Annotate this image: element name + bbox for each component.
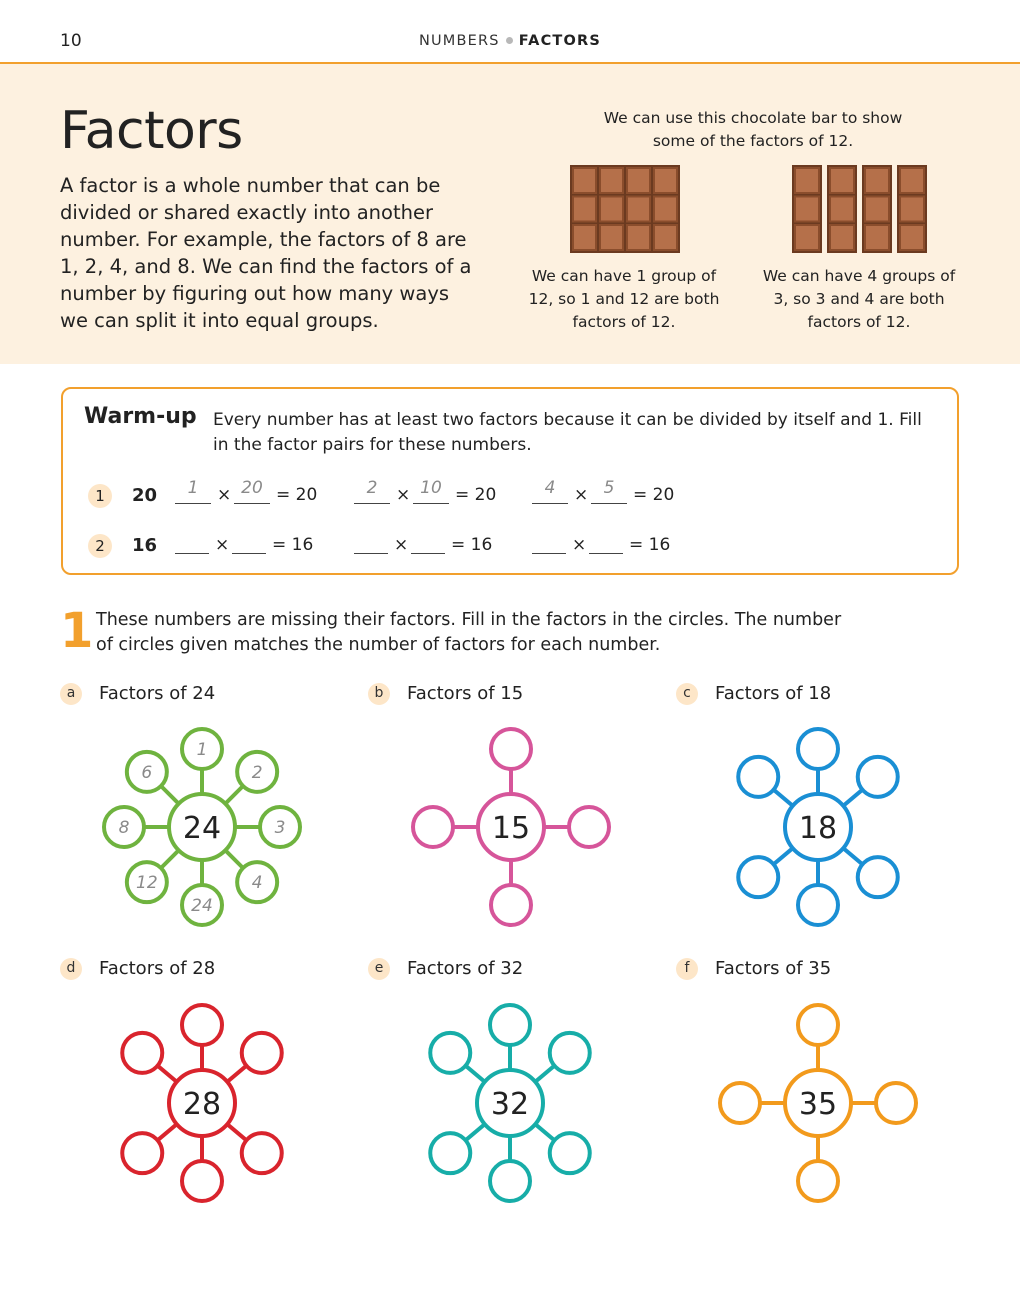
factor-circle[interactable] <box>490 1161 530 1201</box>
answer-blank[interactable] <box>175 502 211 504</box>
spoke-line <box>161 786 179 804</box>
chocolate-piece <box>900 168 924 193</box>
chocolate-piece <box>654 225 677 250</box>
answer-blank[interactable] <box>232 552 266 554</box>
factor-diagram <box>87 712 317 942</box>
factor-circle[interactable] <box>858 857 898 897</box>
factor-circle[interactable] <box>490 1005 530 1045</box>
factor-circle[interactable] <box>569 807 609 847</box>
times-sign: × <box>396 485 411 505</box>
chocolate-piece <box>573 197 596 222</box>
handwritten-answer: 4 <box>544 478 556 498</box>
item-label: Factors of 32 <box>407 958 524 979</box>
times-sign: × <box>217 485 232 505</box>
times-sign: × <box>572 535 587 555</box>
handwritten-factor: 6 <box>141 762 153 783</box>
factor-circle[interactable] <box>876 1083 916 1123</box>
intro-text: A factor is a whole number that can be divided or shared exactly into another number. For example, the factors of 8 are 1, 2, 4, and 8. We can find the factors of a number by figuring out how many ways we can split it into equal groups. <box>60 174 472 332</box>
handwritten-answer: 20 <box>241 478 263 498</box>
factor-circle[interactable] <box>550 1033 590 1073</box>
chocolate-bar-split <box>792 165 927 253</box>
handwritten-answer: 10 <box>420 478 442 498</box>
chocolate-piece <box>600 225 623 250</box>
handwritten-answer: 2 <box>366 478 378 498</box>
running-header <box>0 33 1020 49</box>
question-number: 2 <box>88 534 112 558</box>
section-label: NUMBERS <box>418 33 500 49</box>
equation-result: = 20 <box>276 485 318 505</box>
spoke-line <box>161 850 179 868</box>
chocolate-piece <box>573 168 596 193</box>
times-sign: × <box>394 535 409 555</box>
chocolate-piece <box>654 197 677 222</box>
center-number: 35 <box>798 1087 838 1122</box>
item-letter: a <box>60 683 82 705</box>
center-number: 24 <box>182 811 222 846</box>
spoke-line <box>535 1066 554 1082</box>
spoke-line <box>774 790 793 806</box>
factor-circle[interactable] <box>798 1161 838 1201</box>
page-number: 10 <box>60 31 82 51</box>
factor-circle[interactable] <box>122 1133 162 1173</box>
warmup-instructions: Every number has at least two factors because it can be divided by itself and 1. Fill in the factor pairs for these numbers. <box>213 410 922 455</box>
chocolate-piece <box>627 168 650 193</box>
factor-circle[interactable] <box>720 1083 760 1123</box>
factor-circle[interactable] <box>738 857 778 897</box>
warmup-title: Warm-up <box>84 404 197 429</box>
handwritten-factor: 12 <box>136 873 158 894</box>
item-label: Factors of 28 <box>99 958 216 979</box>
chocolate-piece <box>865 225 889 250</box>
answer-blank[interactable] <box>532 552 566 554</box>
answer-blank[interactable] <box>591 502 627 504</box>
factor-circle[interactable] <box>242 1133 282 1173</box>
separator-dot-icon <box>506 37 513 44</box>
chocolate-piece <box>600 168 623 193</box>
task-instructions: These numbers are missing their factors. Fill in the factors in the circles. The number of circles given matches the number of factors for each number. <box>96 610 842 655</box>
item-letter: e <box>368 958 390 980</box>
equation-result: = 20 <box>633 485 675 505</box>
chocolate-piece <box>830 168 854 193</box>
bar1-caption: We can have 1 group of 12, so 1 and 12 are both factors of 12. <box>528 267 720 331</box>
answer-blank[interactable] <box>589 552 623 554</box>
answer-blank[interactable] <box>354 552 388 554</box>
spoke-line <box>466 1124 485 1140</box>
factor-diagram <box>87 988 317 1218</box>
spoke-line <box>466 1066 485 1082</box>
item-letter: c <box>676 683 698 705</box>
factor-circle[interactable] <box>182 1005 222 1045</box>
factor-circle[interactable] <box>491 885 531 925</box>
chocolate-piece <box>795 168 819 193</box>
factor-circle[interactable] <box>430 1133 470 1173</box>
spoke-line <box>535 1124 554 1140</box>
spoke-line <box>158 1124 177 1140</box>
spoke-line <box>225 850 243 868</box>
question-value: 20 <box>132 485 158 506</box>
handwritten-factor: 8 <box>118 818 130 838</box>
chocolate-piece <box>627 197 650 222</box>
spoke-line <box>227 1124 246 1140</box>
factor-circle[interactable] <box>430 1033 470 1073</box>
factor-circle[interactable] <box>738 757 778 797</box>
equation-result: = 20 <box>455 485 497 505</box>
factor-circle[interactable] <box>798 729 838 769</box>
task-number: 1 <box>60 603 94 659</box>
spoke-line <box>843 848 862 864</box>
times-sign: × <box>215 535 230 555</box>
bar2-caption: We can have 4 groups of 3, so 3 and 4 are both factors of 12. <box>762 267 956 331</box>
handwritten-factor: 4 <box>251 873 263 894</box>
center-number: 28 <box>182 1087 222 1122</box>
factor-circle[interactable] <box>798 885 838 925</box>
factor-circle[interactable] <box>491 729 531 769</box>
handwritten-answer: 5 <box>603 478 615 498</box>
factor-circle[interactable] <box>182 1161 222 1201</box>
times-sign: × <box>574 485 589 505</box>
equation-result: = 16 <box>272 535 314 555</box>
spoke-line <box>227 1066 246 1082</box>
chocolate-piece <box>654 168 677 193</box>
item-label: Factors of 24 <box>99 683 216 704</box>
answer-blank[interactable] <box>354 502 390 504</box>
center-number: 15 <box>491 811 531 846</box>
factor-circle[interactable] <box>798 1005 838 1045</box>
chocolate-piece <box>900 197 924 222</box>
factor-circle[interactable] <box>550 1133 590 1173</box>
item-label: Factors of 18 <box>715 683 832 704</box>
item-label: Factors of 15 <box>407 683 524 704</box>
chocolate-piece <box>865 197 889 222</box>
chocolate-piece <box>795 225 819 250</box>
chocolate-piece <box>795 197 819 222</box>
subsection-label: FACTORS <box>518 33 602 49</box>
factor-diagram <box>395 988 625 1218</box>
item-letter: f <box>676 958 698 980</box>
chocolate-bar-whole <box>570 165 680 253</box>
handwritten-factor: 2 <box>251 762 263 783</box>
factor-diagram <box>703 712 933 942</box>
handwritten-factor: 1 <box>196 740 208 760</box>
chocolate-piece <box>900 225 924 250</box>
answer-blank[interactable] <box>411 552 445 554</box>
factor-circle[interactable] <box>122 1033 162 1073</box>
chocolate-piece <box>600 197 623 222</box>
handwritten-answer: 1 <box>187 478 199 498</box>
center-number: 32 <box>490 1087 530 1122</box>
answer-blank[interactable] <box>532 502 568 504</box>
item-label: Factors of 35 <box>715 958 832 979</box>
center-number: 18 <box>798 811 838 846</box>
item-letter: b <box>368 683 390 705</box>
answer-blank[interactable] <box>413 502 449 504</box>
question-value: 16 <box>132 535 158 556</box>
spoke-line <box>843 790 862 806</box>
chocolate-piece <box>830 225 854 250</box>
answer-blank[interactable] <box>175 552 209 554</box>
factor-circle[interactable] <box>242 1033 282 1073</box>
spoke-line <box>158 1066 177 1082</box>
factor-circle[interactable] <box>413 807 453 847</box>
page-title: Factors <box>60 101 243 161</box>
factor-diagram <box>396 712 626 942</box>
chocolate-piece <box>627 225 650 250</box>
factor-circle[interactable] <box>858 757 898 797</box>
chocolate-piece <box>830 197 854 222</box>
spoke-line <box>225 786 243 804</box>
spoke-line <box>774 848 793 864</box>
factor-diagram <box>703 988 933 1218</box>
handwritten-factor: 3 <box>274 818 286 838</box>
chocolate-piece <box>573 225 596 250</box>
item-letter: d <box>60 958 82 980</box>
handwritten-factor: 24 <box>191 896 213 916</box>
chocolate-caption: We can use this chocolate bar to show some of the factors of 12. <box>603 109 903 150</box>
chocolate-piece <box>865 168 889 193</box>
answer-blank[interactable] <box>234 502 270 504</box>
equation-result: = 16 <box>629 535 671 555</box>
question-number: 1 <box>88 484 112 508</box>
chocolate-bars-illustration <box>560 160 940 260</box>
equation-result: = 16 <box>451 535 493 555</box>
